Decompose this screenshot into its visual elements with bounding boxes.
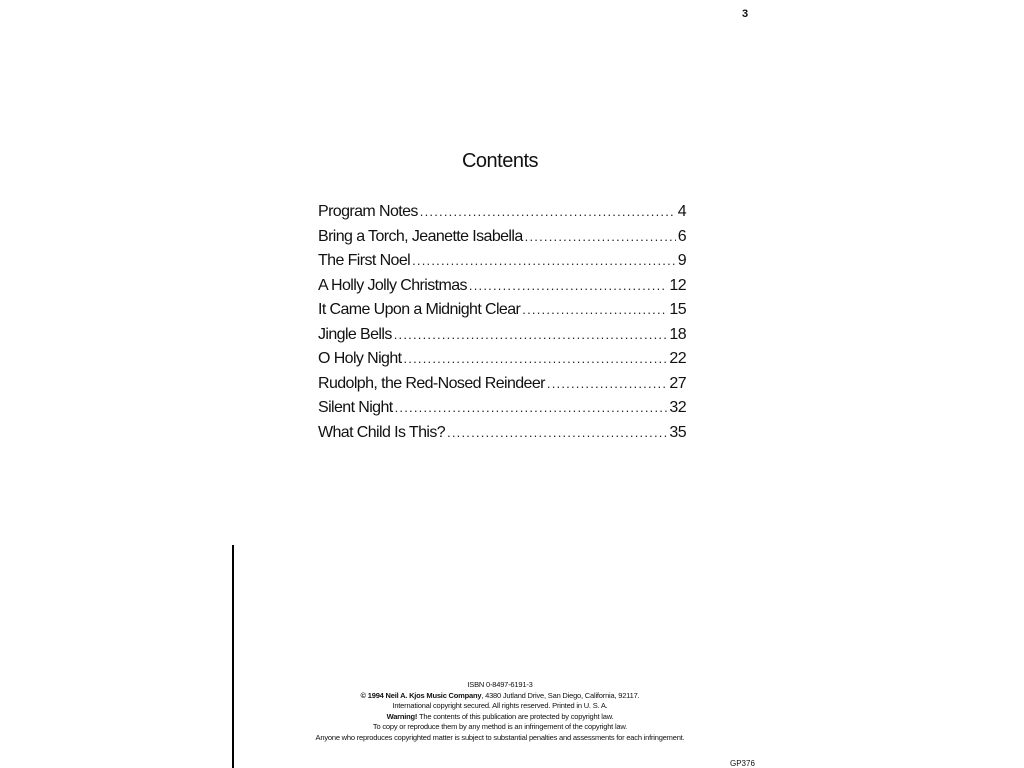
toc-entry-title: Rudolph, the Red-Nosed Reindeer [318, 374, 545, 392]
toc-entry [318, 228, 686, 253]
toc-entry-page: 4 [677, 203, 686, 220]
warning-text: The contents of this publication are protected by copyright law. [417, 711, 614, 721]
dot-leader [469, 278, 667, 293]
rights-notice: International copyright secured. All rights reserved. Printed in U. S. A. [392, 701, 608, 711]
dot-leader [404, 351, 668, 366]
copyright-holder: © 1994 Neil A. Kjos Music Company [360, 690, 482, 700]
penalty-notice: Anyone who reproduces copyrighted matter is subject to substantial penalties and assessments for each infringement. [315, 732, 685, 742]
reproduction-notice: To copy or reproduce them by any method is an infringement of the copyright law. [372, 722, 628, 732]
toc-entry [318, 424, 686, 449]
toc-entry-title: A Holly Jolly Christmas [318, 276, 467, 294]
dot-leader [525, 229, 676, 244]
toc-entry-title: Silent Night [318, 399, 393, 416]
toc-entry-page: 18 [669, 325, 686, 343]
page-number: 3 [742, 8, 749, 20]
toc-entry [318, 301, 686, 326]
toc-entry-title: The First Noel [318, 252, 411, 269]
toc-entry-page: 32 [669, 399, 686, 416]
page-title: Contents [461, 150, 539, 172]
toc-entry-title: It Came Upon a Midnight Clear [318, 301, 521, 318]
table-of-contents [318, 203, 686, 448]
toc-entry [318, 350, 686, 375]
toc-entry [318, 203, 686, 228]
toc-entry-page: 9 [677, 252, 686, 269]
toc-entry-title: Jingle Bells [318, 325, 392, 343]
toc-entry [318, 252, 686, 277]
isbn: ISBN 0-8497-6191-3 [467, 680, 533, 689]
publisher-address: , 4380 Jutland Drive, San Diego, California, 92117. [481, 690, 640, 700]
dot-leader [395, 400, 668, 415]
toc-entry [318, 326, 686, 351]
toc-entry-title: Program Notes [318, 203, 418, 220]
copyright-line [260, 691, 740, 702]
dot-leader [447, 425, 667, 440]
dot-leader [420, 204, 676, 219]
dot-leader [522, 302, 667, 317]
binding-edge-line [232, 545, 234, 768]
toc-entry [318, 399, 686, 424]
warning-label: Warning! [386, 711, 418, 721]
dot-leader [412, 253, 676, 268]
warning-line [260, 712, 740, 723]
toc-entry [318, 277, 686, 302]
toc-entry [318, 375, 686, 400]
toc-entry-page: 12 [669, 276, 686, 294]
toc-entry-title: What Child Is This? [318, 423, 446, 441]
catalog-code: GP376 [730, 759, 755, 768]
dot-leader [394, 327, 668, 342]
toc-entry-page: 35 [669, 423, 686, 441]
toc-entry-title: Bring a Torch, Jeanette Isabella [318, 227, 523, 245]
toc-entry-page: 22 [669, 350, 686, 367]
copyright-footer [260, 680, 740, 744]
toc-entry-page: 15 [669, 301, 686, 318]
toc-entry-title: O Holy Night [318, 350, 402, 367]
dot-leader [547, 376, 668, 391]
toc-entry-page: 27 [669, 374, 686, 392]
toc-entry-page: 6 [677, 227, 686, 245]
